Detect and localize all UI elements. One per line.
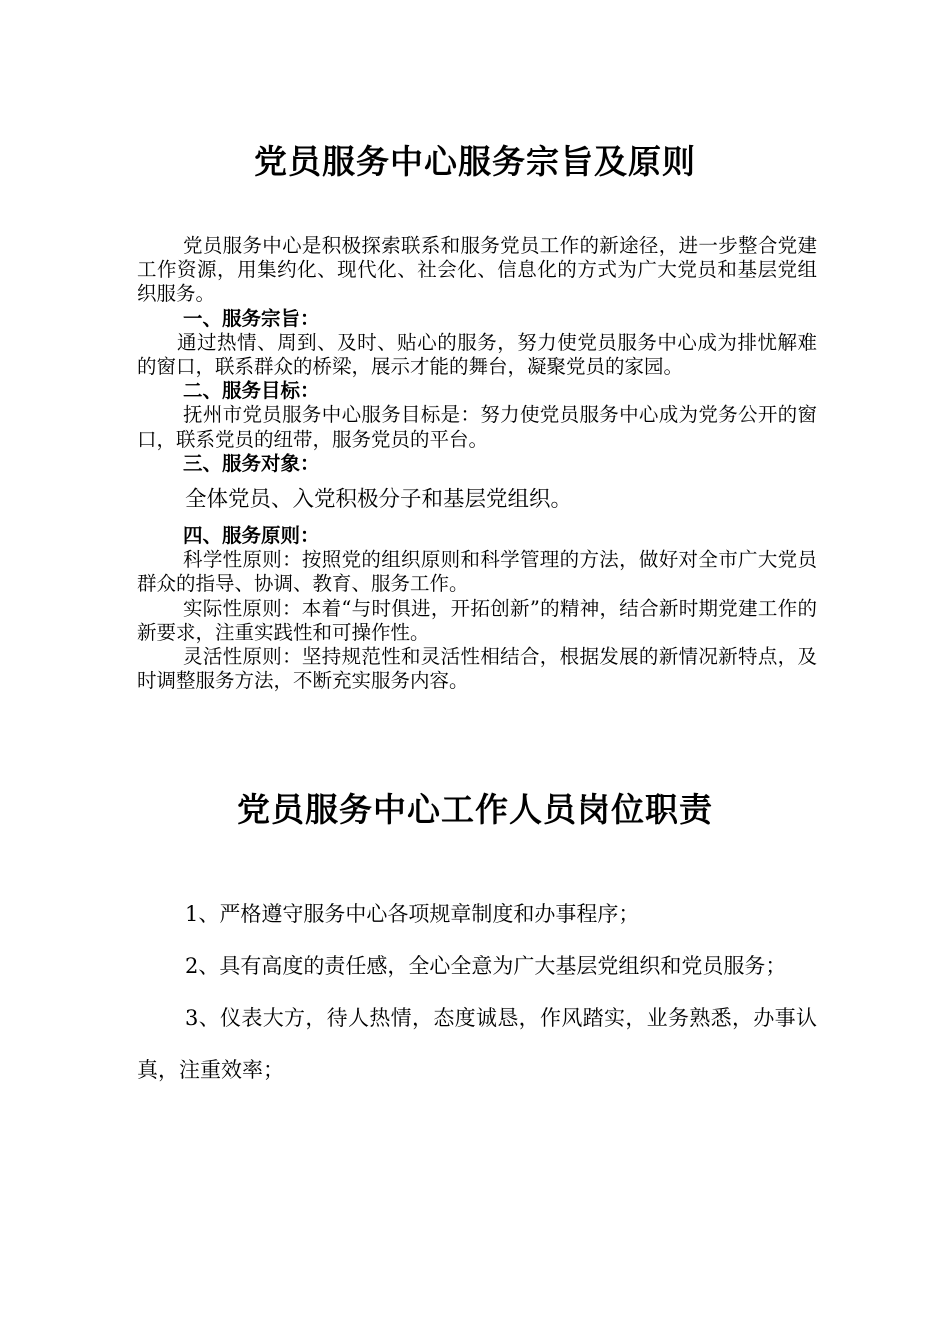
- duties-section: [137, 888, 817, 1096]
- intro-paragraph: 党员服务中心是积极探索联系和服务党员工作的新途径，进一步整合党建工作资源，用集约化、现代化、社会化、信息化的方式为广大党员和基层党组织服务。: [137, 234, 817, 306]
- section-title-duties: 党员服务中心工作人员岗位职责: [237, 790, 713, 829]
- duty-item-1: 1、严格遵守服务中心各项规章制度和办事程序；: [185, 902, 640, 926]
- goal-paragraph: 抚州市党员服务中心服务目标是：努力使党员服务中心成为党务公开的窗口，联系党员的纽带，服务党员的平台。: [137, 403, 817, 451]
- heading-audience: 三、服务对象：: [183, 451, 320, 475]
- principle-flexible: 灵活性原则：坚持规范性和灵活性相结合，根据发展的新情况新特点，及时调整服务方法，不断充实服务内容。: [137, 645, 817, 693]
- principle-scientific: 科学性原则：按照党的组织原则和科学管理的方法，做好对全市广大党员群众的指导、协调、教育、服务工作。: [137, 548, 817, 596]
- heading-principles: 四、服务原则：: [183, 524, 320, 548]
- audience-paragraph: 全体党员、入党积极分子和基层党组织。: [185, 487, 573, 513]
- duty-item-2: 2、具有高度的责任感，全心全意为广大基层党组织和党员服务；: [185, 954, 787, 978]
- purpose-paragraph: 通过热情、周到、及时、贴心的服务，努力使党员服务中心成为排忧解难的窗口，联系群众的桥梁，展示才能的舞台，凝聚党员的家园。: [137, 330, 817, 379]
- principles-section: [137, 234, 817, 693]
- heading-purpose: 一、服务宗旨：: [183, 306, 320, 330]
- principle-practical: 实际性原则：本着“与时俱进，开拓创新”的精神，结合新时期党建工作的新要求，注重实践性和可操作性。: [137, 596, 817, 644]
- heading-goal: 二、服务目标：: [183, 379, 320, 403]
- duty-item-3: 3、仪表大方，待人热情，态度诚恳，作风踏实，业务熟悉，办事认真，注重效率；: [137, 1006, 817, 1082]
- page-title: 党员服务中心服务宗旨及原则: [254, 142, 696, 181]
